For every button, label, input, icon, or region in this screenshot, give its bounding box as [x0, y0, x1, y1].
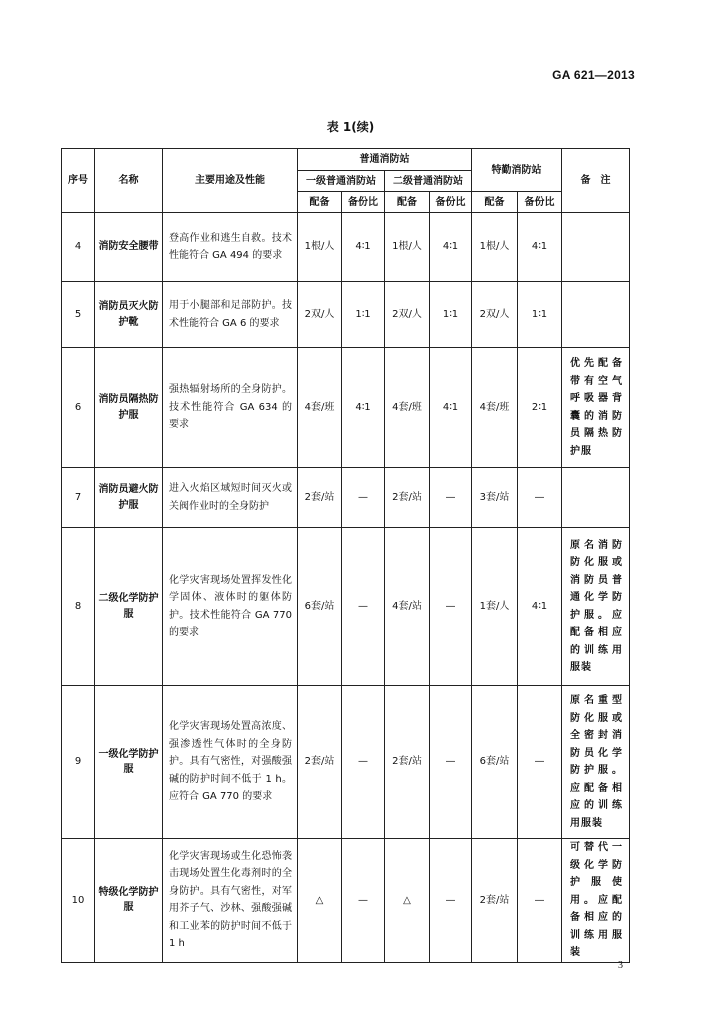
cell-l2-ratio: — [430, 839, 472, 963]
header-name: 名称 [95, 149, 163, 213]
cell-seq: 7 [62, 468, 95, 528]
cell-l2-ratio: — [430, 528, 472, 686]
cell-remark: 原名重型防化服或全密封消防员化学防护服。应配备相应的训练用服装 [562, 686, 630, 839]
header-sp-equip: 配备 [472, 192, 518, 213]
cell-sp-equip: 4套/班 [472, 348, 518, 468]
table-row [62, 348, 630, 468]
table-row [62, 839, 630, 963]
cell-l2-equip: 4套/站 [385, 528, 430, 686]
cell-l1-equip: 6套/站 [298, 528, 342, 686]
header-seq: 序号 [62, 149, 95, 213]
cell-remark [562, 282, 630, 348]
cell-l2-ratio: — [430, 686, 472, 839]
table-row [62, 213, 630, 282]
header-remark: 备 注 [562, 149, 630, 213]
table-row [62, 528, 630, 686]
cell-seq: 5 [62, 282, 95, 348]
cell-l1-ratio: 1∶1 [342, 282, 385, 348]
cell-name: 特级化学防护服 [95, 839, 163, 963]
cell-l2-equip: 1根/人 [385, 213, 430, 282]
header-sp-ratio: 备份比 [518, 192, 562, 213]
cell-sp-equip: 2双/人 [472, 282, 518, 348]
cell-sp-ratio: 1∶1 [518, 282, 562, 348]
cell-l2-equip: △ [385, 839, 430, 963]
cell-use: 化学灾害现场处置高浓度、强渗透性气体时的全身防护。具有气密性，对强酸强碱的防护时间不低于 1 h。应符合 GA 770 的要求 [163, 686, 298, 839]
standard-number: GA 621—2013 [552, 68, 635, 82]
cell-sp-ratio: 4∶1 [518, 528, 562, 686]
cell-l1-ratio: 4∶1 [342, 213, 385, 282]
header-level2-station: 二级普通消防站 [385, 171, 472, 192]
table-row [62, 282, 630, 348]
header-special-station: 特勤消防站 [472, 149, 562, 192]
cell-l2-ratio: 1∶1 [430, 282, 472, 348]
header-use: 主要用途及性能 [163, 149, 298, 213]
cell-name: 一级化学防护服 [95, 686, 163, 839]
cell-l1-ratio: — [342, 468, 385, 528]
table-row [62, 686, 630, 839]
cell-name: 消防员隔热防护服 [95, 348, 163, 468]
cell-remark [562, 213, 630, 282]
cell-seq: 6 [62, 348, 95, 468]
cell-l2-equip: 2套/站 [385, 686, 430, 839]
header-l1-equip: 配备 [298, 192, 342, 213]
cell-l2-ratio: — [430, 468, 472, 528]
cell-l1-equip: 2双/人 [298, 282, 342, 348]
cell-l1-ratio: 4∶1 [342, 348, 385, 468]
cell-l1-equip: △ [298, 839, 342, 963]
cell-sp-equip: 6套/站 [472, 686, 518, 839]
cell-l2-equip: 4套/班 [385, 348, 430, 468]
header-normal-station: 普通消防站 [298, 149, 472, 171]
cell-sp-equip: 1根/人 [472, 213, 518, 282]
cell-l2-ratio: 4∶1 [430, 213, 472, 282]
header-level1-station: 一级普通消防站 [298, 171, 385, 192]
header-l1-ratio: 备份比 [342, 192, 385, 213]
cell-name: 消防员避火防护服 [95, 468, 163, 528]
cell-name: 二级化学防护服 [95, 528, 163, 686]
cell-sp-ratio: — [518, 468, 562, 528]
cell-seq: 9 [62, 686, 95, 839]
table-caption: 表 1(续) [326, 120, 375, 134]
header-l2-equip: 配备 [385, 192, 430, 213]
cell-remark: 可替代一级化学防护服使用。应配备相应的训练用服装 [562, 839, 630, 963]
cell-l2-equip: 2双/人 [385, 282, 430, 348]
cell-name: 消防员灭火防护靴 [95, 282, 163, 348]
cell-sp-ratio: 2∶1 [518, 348, 562, 468]
page-number: 3 [618, 960, 623, 971]
cell-remark [562, 468, 630, 528]
cell-remark: 原名消防防化服或消防员普通化学防护服。应配备相应的训练用服装 [562, 528, 630, 686]
cell-l1-ratio: — [342, 528, 385, 686]
cell-l1-ratio: — [342, 686, 385, 839]
cell-use: 用于小腿部和足部防护。技术性能符合 GA 6 的要求 [163, 282, 298, 348]
cell-seq: 10 [62, 839, 95, 963]
cell-l2-equip: 2套/站 [385, 468, 430, 528]
header-l2-ratio: 备份比 [430, 192, 472, 213]
cell-name: 消防安全腰带 [95, 213, 163, 282]
cell-l2-ratio: 4∶1 [430, 348, 472, 468]
equipment-table [61, 148, 630, 963]
cell-l1-equip: 1根/人 [298, 213, 342, 282]
cell-seq: 8 [62, 528, 95, 686]
cell-use: 登高作业和逃生自救。技术性能符合 GA 494 的要求 [163, 213, 298, 282]
table-row [62, 468, 630, 528]
cell-remark: 优先配备带有空气呼吸器背囊的消防员隔热防护服 [562, 348, 630, 468]
cell-l1-equip: 4套/班 [298, 348, 342, 468]
cell-sp-equip: 3套/站 [472, 468, 518, 528]
cell-use: 强热辐射场所的全身防护。技术性能符合 GA 634 的要求 [163, 348, 298, 468]
cell-sp-ratio: — [518, 686, 562, 839]
cell-l1-ratio: — [342, 839, 385, 963]
cell-sp-equip: 1套/人 [472, 528, 518, 686]
cell-use: 进入火焰区域短时间灭火或关阀作业时的全身防护 [163, 468, 298, 528]
cell-l1-equip: 2套/站 [298, 468, 342, 528]
cell-seq: 4 [62, 213, 95, 282]
cell-use: 化学灾害现场或生化恐怖袭击现场处置生化毒剂时的全身防护。具有气密性，对军用芥子气、沙林、强酸强碱和工业苯的防护时间不低于 1 h [163, 839, 298, 963]
cell-sp-equip: 2套/站 [472, 839, 518, 963]
cell-sp-ratio: 4∶1 [518, 213, 562, 282]
cell-use: 化学灾害现场处置挥发性化学固体、液体时的躯体防护。技术性能符合 GA 770 的要求 [163, 528, 298, 686]
cell-sp-ratio: — [518, 839, 562, 963]
cell-l1-equip: 2套/站 [298, 686, 342, 839]
